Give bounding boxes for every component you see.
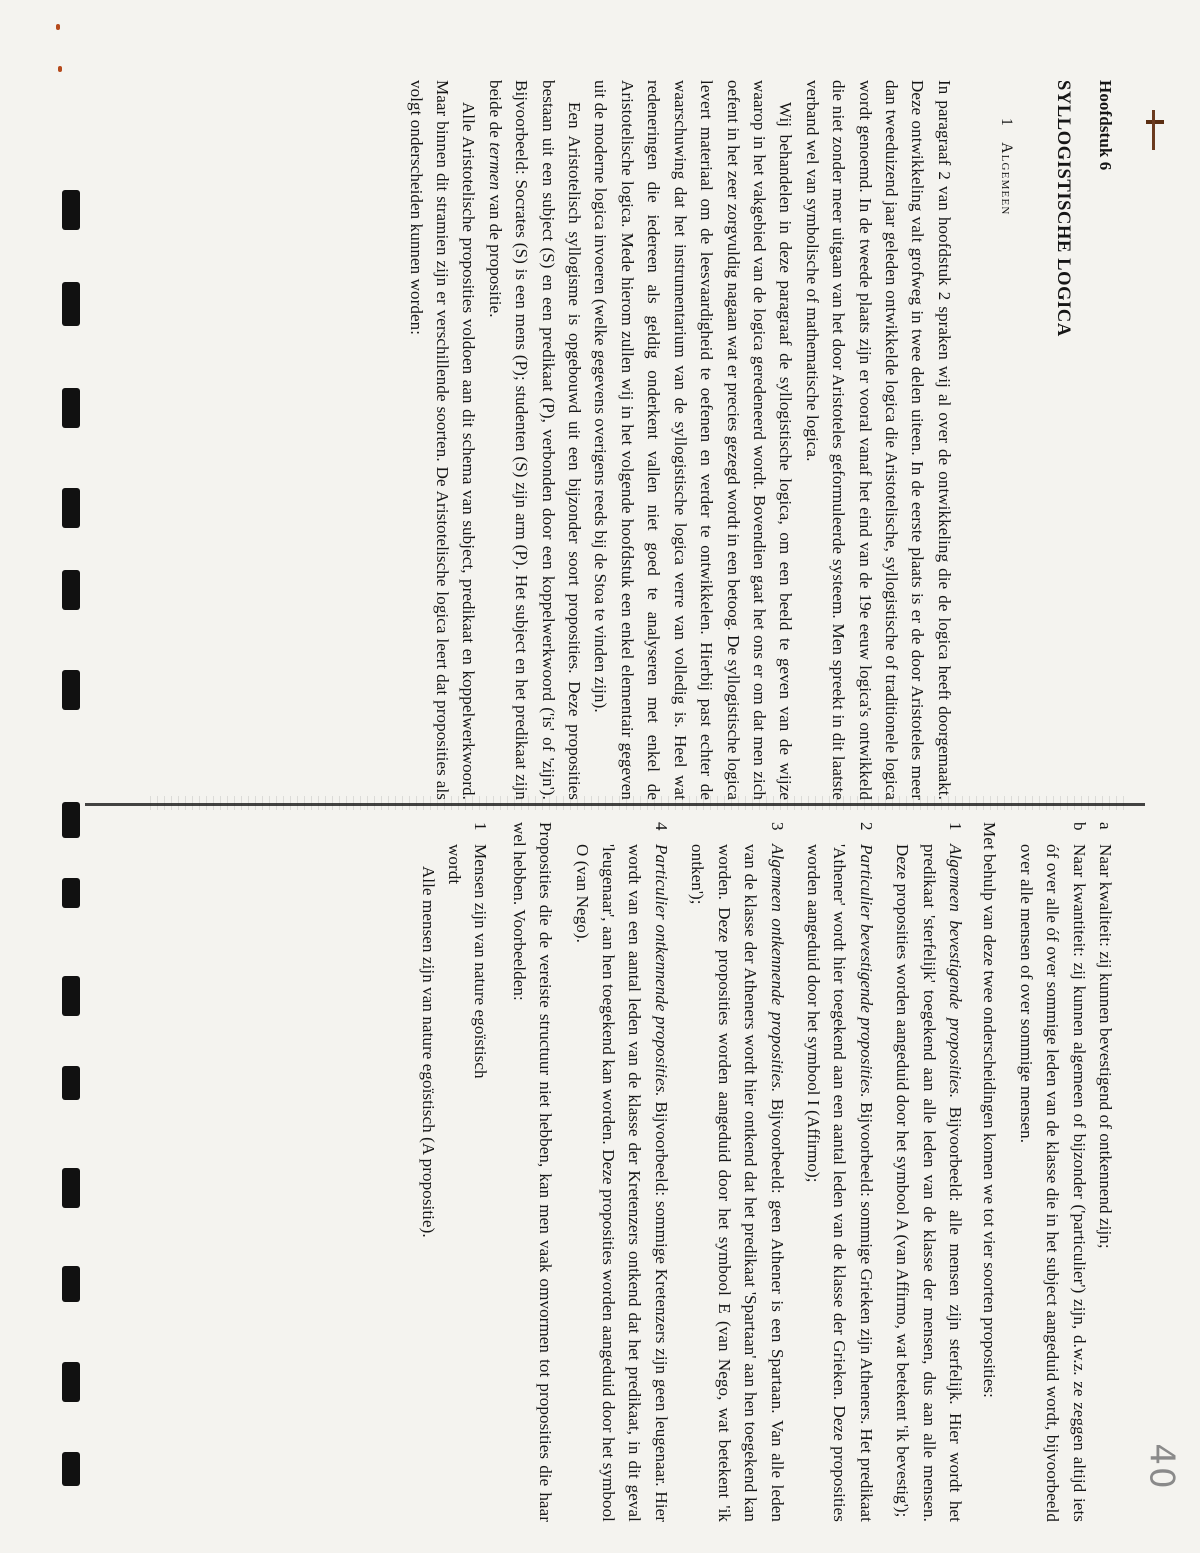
criterion-b: [1012, 822, 1091, 1522]
example-line-2: wordt: [445, 844, 465, 885]
punch-hole: [62, 670, 80, 710]
term-emphasis: termen: [485, 142, 505, 191]
example-item: [467, 822, 493, 1522]
punch-hole: [62, 802, 80, 838]
type-name: Particulier bevestigende proposities.: [856, 844, 876, 1098]
staple-pin: [1152, 110, 1155, 150]
punch-hole: [62, 190, 80, 230]
scan-speck: [58, 66, 62, 72]
criterion-a: [1092, 822, 1118, 1522]
paragraph-4: Alle Aristotelische proposities voldoen aan dit schema van subject, predikaat en koppelwerkwoord. Maar binnen dit stramien zijn er verschillende soorten. De Aristotelische logica leert dat proposities als volgt onderscheiden kunnen worden:: [406, 80, 479, 800]
type-name: Algemeen ontkennende proposities.: [767, 844, 787, 1093]
criterion-a-text: Naar kwaliteit: zij kunnen bevestigend of ontkennend zijn;: [1096, 844, 1115, 1249]
binding-marks: [56, 190, 96, 1530]
example-line-3: Alle mensen zijn van nature egoïstisch (A propositie).: [418, 866, 438, 1238]
type-number: 1: [945, 822, 965, 831]
punch-hole: [62, 1362, 80, 1402]
section-heading: [993, 118, 1019, 800]
punch-hole: [62, 388, 80, 428]
paragraph-2: Wij behandelen in deze paragraaf de syllogistische logica, om een beeld te geven van de wijze waarop in het vakgebied van de logica geredeneerd wordt. Bovendien gaat het ons er om dat men zich oefent in het zeer zorgvuldig nagaan wat er precies gezegd wordt in een betoog. De syllogistische logica levert materiaal om de leesvaardigheid te oefenen en verder te ontwikkelen. Hierbij past echter de waarschuwing dat het instrumentarium van de syllogistische logica verre van volledig is. Heel wat redeneringen die iedereen als geldig onderkent vallen niet goed te analyseren met enkel de Aristotelische logica. Mede hierom zullen wij in het volgende hoofdstuk een enkel elementair gegeven uit de moderne logica invoeren (welke gegevens overigens reeds bij de Stoa te vinden zijn).: [591, 80, 796, 800]
type-text: Bijvoorbeeld: geen Athener is een Spartaan. Van alle leden van de klasse der Atheners wordt hier ontkend dat het predikaat 'Spartaan' aan hen toegekend kan worden. Deze proposities worden aangeduid door het symbool E (van Nego, wat betekent 'ik ontken');: [688, 844, 787, 1522]
paragraph-1: In paragraaf 2 van hoofdstuk 2 spraken wij al over de ontwikkeling die de logica heeft doorgemaakt. Deze ontwikkeling valt grofweg in twee delen uiteen. In de eerste plaats is er de door Aristoteles meer dan tweeduizend jaar geleden ontwikkelde logica die Aristotelische, syllogistische of traditionele logica wordt genoemd. In de tweede plaats zijn er vooral vanaf het eind van de 19e eeuw logica's ontwikkeld die niet zonder meer uitgaan van het door Aristoteles geformuleerde systeem. Men spreekt in dit laatste verband wel van symbolische of mathematische logica.: [802, 80, 954, 800]
handwritten-page-number: 40: [1141, 1443, 1182, 1491]
proposition-type: [889, 822, 968, 1522]
punch-hole: [62, 1168, 80, 1208]
page-fold-line: [85, 803, 1145, 806]
section-number: 1: [998, 118, 1016, 127]
section-title: Algemeen: [998, 142, 1016, 216]
type-number: 3: [767, 822, 787, 831]
punch-hole: [62, 1066, 80, 1100]
scan-speck: [56, 24, 60, 30]
criterion-b-text: Naar kwantiteit: zij kunnen algemeen of bijzonder ('particulier') zijn, d.w.z. ze zeggen altijd iets óf over alle óf over sommige leden van de klasse die in het subject aangeduid wordt, bijvoorbeeld over alle mensen of over sommige mensen.: [1016, 844, 1089, 1522]
proposition-type: [684, 822, 790, 1522]
type-text: Bijvoorbeeld: sommige Grieken zijn Atheners. Het predikaat 'Athener' wordt hier toegekend aan een aantal leden van de klasse der Grieken. Deze proposities worden aangeduid door het symbool I (Affirmo);: [803, 844, 876, 1522]
criterion-b-label: b: [1069, 822, 1089, 831]
top-text-panel: [98, 80, 1118, 800]
punch-hole: [62, 488, 80, 528]
punch-hole: [62, 976, 80, 1016]
example-line-1: Mensen zijn van nature egoïstisch: [471, 844, 491, 1079]
chapter-title: SYLLOGISTISCHE LOGICA: [1052, 80, 1073, 337]
chapter-label: Hoofdstuk 6: [1096, 80, 1115, 171]
paragraph-3-end: van de propositie.: [485, 194, 505, 318]
criterion-a-label: a: [1096, 822, 1115, 830]
type-name: Algemeen bevestigende proposities.: [945, 844, 965, 1099]
type-text: Bijvoorbeeld: alle mensen zijn sterfelijk. Hier wordt het predikaat 'sterfelijk' toegekend aan alle leden van de klasse der mensen, dus aan alle mensen. Deze proposities worden aangeduid door het symbool A (van Affirmo, wat betekent 'ik bevestig');: [893, 844, 965, 1523]
paragraph-3-text: Een Aristotelisch syllogisme is opgebouwd uit een bijzonder soort proposities. Deze proposities bestaan uit een subject (S) en een predikaat (P), verbonden door een koppelwerkwoord ('is' of 'zijn'). Bijvoorbeeld: Socrates (S) is een mens (P); studenten (S) zijn arm (P). Het subject en het predikaat zijn beide de: [485, 80, 585, 800]
punch-hole: [62, 570, 80, 610]
closing-paragraph: Proposities die de vereiste structuur niet hebben, kan men vaak omvormen tot proposities die haar wel hebben. Voorbeelden:: [509, 822, 556, 1522]
bottom-text-panel: [98, 822, 1118, 1522]
punch-hole: [62, 1266, 80, 1302]
punch-hole: [62, 878, 80, 908]
punch-hole: [62, 282, 80, 326]
type-text: Bijvoorbeeld: sommige Kretenzers zijn geen leugenaar. Hier wordt van een aantal leden van de klasse der Kretenzers ontkend dat het predikaat, in dit geval 'leugenaar', aan hen toegekend kan worden. Deze proposities worden aangeduid door het symbool O (van Nego).: [572, 844, 671, 1522]
types-intro: Met behulp van deze twee onderscheidingen komen we tot vier soorten proposities:: [980, 822, 1000, 1398]
punch-hole: [62, 1452, 80, 1486]
type-number: 4: [651, 822, 671, 831]
paragraph-3: [481, 80, 587, 800]
type-number: 2: [856, 822, 876, 831]
proposition-type: [568, 822, 674, 1522]
type-name: Particulier ontkennende proposities.: [651, 844, 671, 1097]
proposition-type: [800, 822, 879, 1522]
example-number: 1: [471, 822, 491, 831]
staple-mark: [1146, 120, 1164, 124]
